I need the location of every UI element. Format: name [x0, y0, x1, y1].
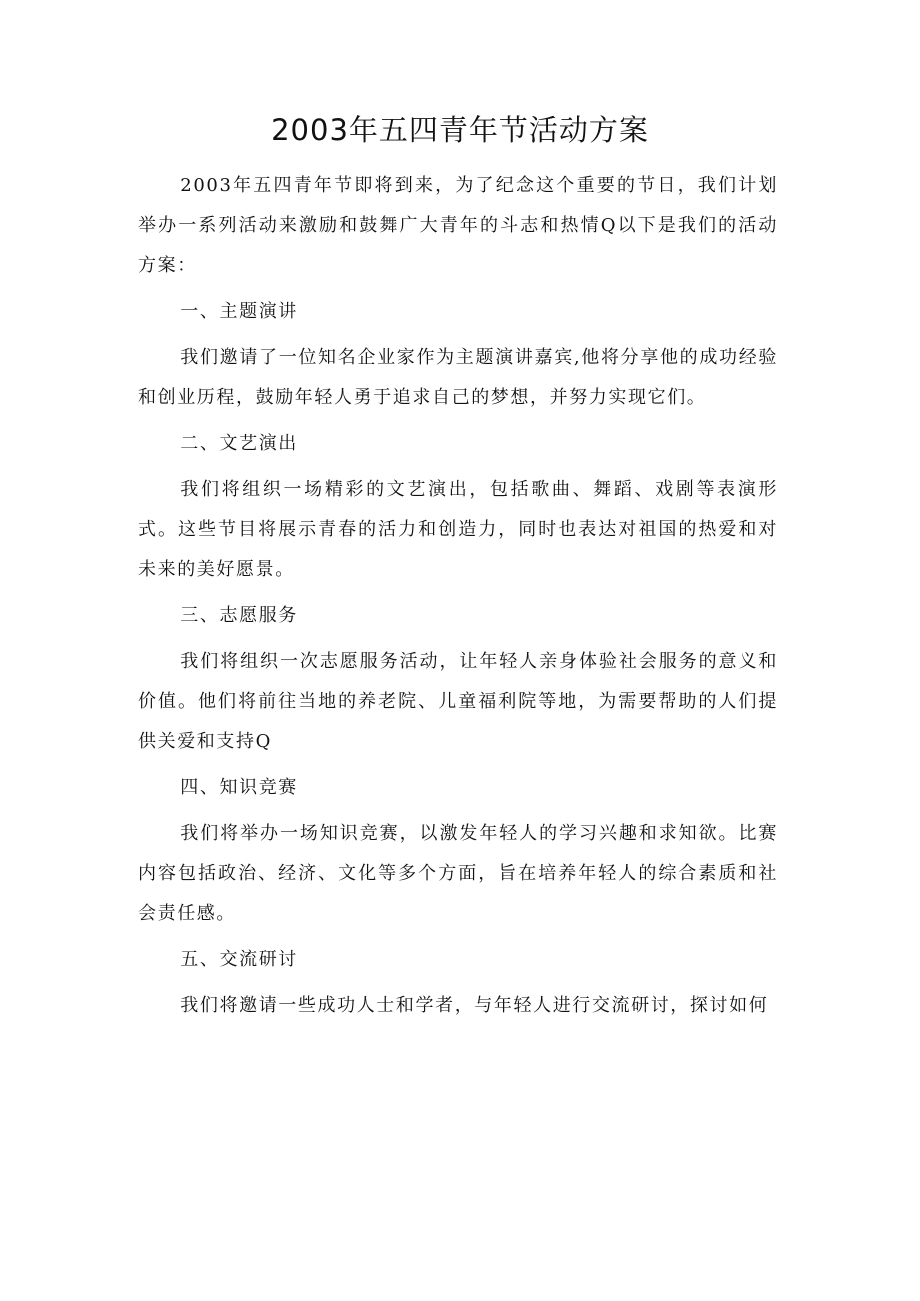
section-text-performance: 我们将组织一场精彩的文艺演出，包括歌曲、舞蹈、戏剧等表演形式。这些节目将展示青春的活力和创造力，同时也表达对祖国的热爱和对未来的美好愿景。 — [138, 479, 778, 580]
section-text-volunteer: 我们将组织一次志愿服务活动，让年轻人亲身体验社会服务的意义和价值。他们将前往当地的养老院、儿童福利院等地，为需要帮助的人们提供关爱和支持Q — [138, 651, 778, 752]
section-heading-seminar: 五、交流研讨 — [180, 949, 298, 970]
section-heading-volunteer: 三、志愿服务 — [180, 605, 298, 626]
document-title: 2003年五四青年节活动方案 — [271, 113, 649, 147]
section-text-seminar: 我们将邀请一些成功人士和学者，与年轻人进行交流研讨，探讨如何 — [180, 995, 769, 1016]
section-heading-quiz: 四、知识竞赛 — [180, 777, 298, 798]
section-text-speech: 我们邀请了一位知名企业家作为主题演讲嘉宾,他将分享他的成功经验和创业历程，鼓励年轻人勇于追求自己的梦想，并努力实现它们。 — [138, 347, 778, 408]
section-heading-performance: 二、文艺演出 — [180, 433, 298, 454]
intro-paragraph: 2003年五四青年节即将到来，为了纪念这个重要的节日，我们计划举办一系列活动来激励和鼓舞广大青年的斗志和热情Q以下是我们的活动方案： — [138, 175, 778, 276]
section-heading-speech: 一、主题演讲 — [180, 301, 298, 322]
section-text-quiz: 我们将举办一场知识竞赛，以激发年轻人的学习兴趣和求知欲。比赛内容包括政治、经济、文化等多个方面，旨在培养年轻人的综合素质和社会责任感。 — [138, 823, 778, 924]
document-body — [138, 166, 778, 1026]
